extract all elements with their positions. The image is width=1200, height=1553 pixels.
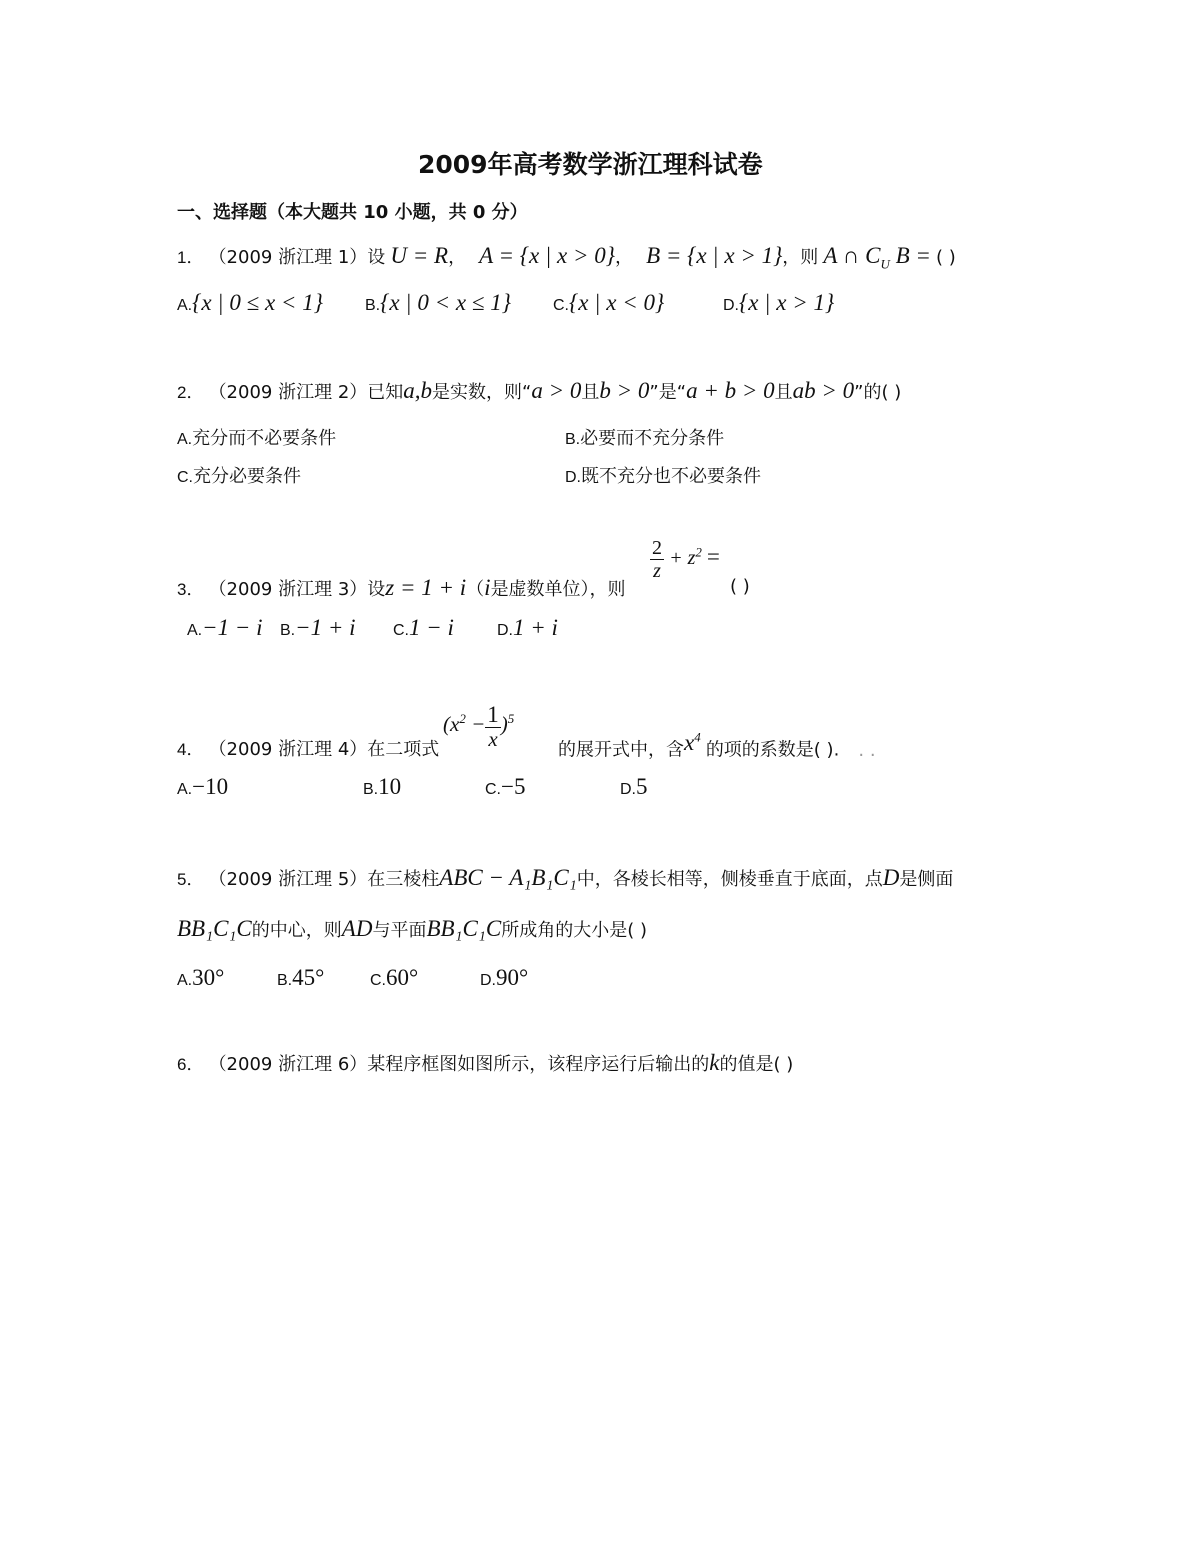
q5-option-b: B.45° — [277, 965, 325, 990]
q6-number: 6． — [177, 1055, 204, 1074]
question-4: 4． （2009 浙江理 4）在二项式 — [177, 739, 440, 760]
q1-answer-paren: ( ) — [936, 247, 956, 268]
q1-text-pre: 设 — [367, 247, 386, 268]
q1-number: 1． — [177, 248, 204, 267]
q5-source: （2009 浙江理 5） — [208, 869, 368, 890]
q3-option-d: D.1 + i — [497, 615, 558, 640]
q4-option-a: A.−10 — [177, 774, 229, 799]
q3-answer-paren: ( ) — [730, 576, 750, 597]
q6-variable-k: k — [709, 1050, 720, 1075]
q2-number: 2． — [177, 383, 204, 402]
page-title: 2009年高考数学浙江理科试卷 — [418, 150, 763, 179]
q3-option-a: A.−1 − i — [187, 615, 263, 640]
q2-option-d: D.既不充分也不必要条件 — [565, 466, 761, 487]
q3-source: （2009 浙江理 3） — [208, 579, 368, 600]
q2-variables: a,b — [403, 378, 433, 403]
q4-option-c: C.−5 — [485, 774, 526, 799]
question-5-line-2: BB₁C₁C的中心，则AD与平面BB₁C₁C所成角的大小是( ) — [177, 916, 648, 941]
q1-set-a: A = {x | x > 0} — [479, 243, 615, 268]
q3-expression: $\frac{2}{z}$ + $z^2$ = — [652, 537, 720, 582]
q5-option-d: D.90° — [480, 965, 529, 990]
q4-binomial: ($x^2$ − $\frac{1}{x}$ )$^5$ — [443, 702, 515, 752]
q1-option-d: D.{x | x > 1} — [723, 290, 835, 315]
q5-prism: ABC − A₁B₁C₁ — [439, 865, 577, 890]
q3-option-c: C.1 − i — [393, 615, 454, 640]
q4-number: 4． — [177, 740, 204, 759]
question-3: 3． （2009 浙江理 3）设z = 1 + i（i是虚数单位），则 — [177, 575, 626, 600]
q4-tail: 的展开式中，含$x^4$ 的项的系数是( ). . . — [558, 729, 876, 761]
q1-option-a: A.{x | 0 ≤ x < 1} — [177, 290, 323, 315]
q3-number: 3． — [177, 580, 204, 599]
question-1: 1． （2009 浙江理 1）设 U = R， A = {x | x > 0}， B = {x | x > 1}，则 A ∩ $C_U$ B = ( ) — [177, 243, 956, 272]
q4-option-b: B.10 — [363, 774, 402, 799]
q2-source: （2009 浙江理 2） — [208, 382, 368, 403]
q5-face: BB₁C₁C — [177, 916, 252, 941]
q4-source: （2009 浙江理 4） — [208, 739, 368, 760]
q1-option-b: B.{x | 0 < x ≤ 1} — [365, 290, 511, 315]
q1-text-then: ，则 — [782, 247, 819, 268]
q5-number: 5． — [177, 870, 204, 889]
q2-option-a: A.充分而不必要条件 — [177, 428, 337, 449]
question-5: 5． （2009 浙江理 5）在三棱柱ABC − A₁B₁C₁中，各棱长相等，侧棱垂直于底面，点D是侧面 — [177, 865, 954, 890]
q5-option-c: C.60° — [370, 965, 419, 990]
section-heading: 一、选择题（本大题共 10 小题，共 0 分） — [177, 202, 528, 223]
q3-z-definition: z = 1 + i — [385, 575, 467, 600]
q3-option-b: B.−1 + i — [280, 615, 356, 640]
q1-source: （2009 浙江理 1） — [208, 247, 368, 268]
q4-dots: . . — [858, 739, 876, 761]
q1-universal-set: U = R — [390, 243, 449, 268]
q2-option-c: C.充分必要条件 — [177, 466, 301, 487]
question-2: 2． （2009 浙江理 2）已知a,b是实数，则“a > 0且b > 0”是“a + b > 0且ab > 0”的( ) — [177, 378, 902, 403]
q6-source: （2009 浙江理 6） — [208, 1054, 368, 1075]
q1-option-c: C.{x | x < 0} — [553, 290, 665, 315]
q3-fraction: $\frac{2}{z}$ — [652, 537, 662, 582]
q1-set-b: B = {x | x > 1} — [646, 243, 783, 268]
q1-expression: A ∩ $C_U$ B = — [823, 243, 931, 272]
q5-option-a: A.30° — [177, 965, 225, 990]
question-6: 6． （2009 浙江理 6）某程序框图如图所示，该程序运行后输出的k的值是( ) — [177, 1050, 794, 1075]
q2-option-b: B.必要而不充分条件 — [565, 428, 725, 449]
q4-option-d: D.5 — [620, 774, 648, 799]
